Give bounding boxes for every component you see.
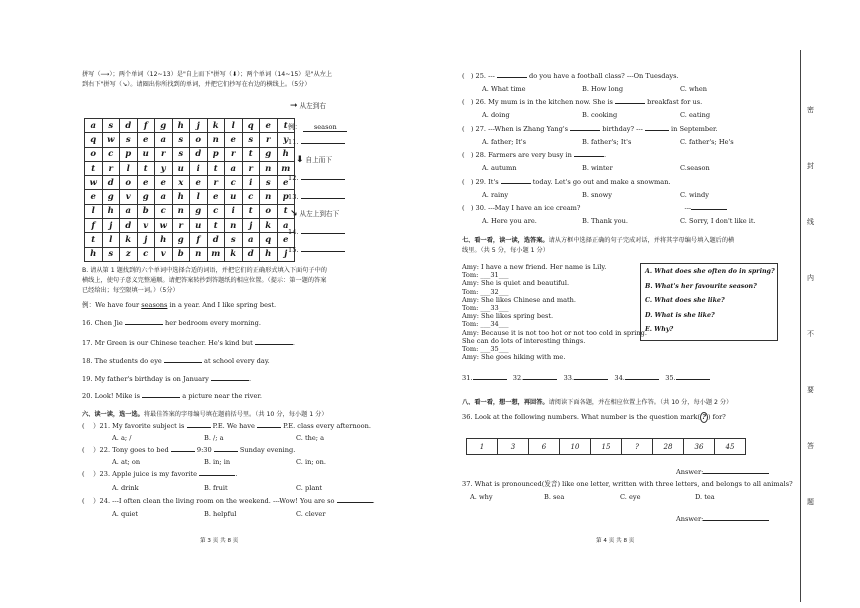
grid-cell[interactable]: f [137,119,155,133]
grid-cell[interactable]: e [260,119,278,133]
grid-cell[interactable]: s [225,233,243,247]
grid-cell[interactable]: l [225,119,243,133]
dialogue-line: Tom: ___31___ [462,271,509,280]
question-27: ( ) 27. ---When is Zhang Yang's birthday? --- in September. [462,125,718,133]
q25-option-c[interactable]: C. when [680,85,708,93]
fill-blank[interactable] [142,397,180,398]
grid-cell[interactable]: a [277,219,295,233]
q27-option-b[interactable]: B. father's; It's [582,138,632,146]
grid-cell[interactable]: c [102,147,120,161]
q24-option-c[interactable]: C. clever [296,510,326,518]
grid-cell[interactable]: r [260,133,278,147]
arrow-right-icon: ➞ [290,101,298,111]
grid-cell[interactable]: u [137,147,155,161]
grid-cell[interactable]: o [260,204,278,218]
fill-blank[interactable] [164,362,202,363]
grid-cell[interactable]: a [155,133,173,147]
q29-option-a[interactable]: A. rainy [482,191,509,199]
grid-cell[interactable]: e [207,190,225,204]
dialogue-line: Amy: Because it is not too hot or not too cold in spring. [462,328,647,337]
grid-cell[interactable]: s [260,176,278,190]
example-sentence: 例：We have four seasons in a year. And I like spring best. [82,301,277,309]
grid-cell[interactable]: e [277,233,295,247]
grid-cell[interactable]: t [85,233,103,247]
grid-cell[interactable]: v [137,219,155,233]
intro-line-2: 到右下"拼写（↘）。请圈出你所找到的单词，并把它们抄写在右边的横线上。（5分） [82,81,311,88]
grid-cell[interactable]: g [172,233,190,247]
grid-cell[interactable]: b [137,204,155,218]
grid-cell[interactable]: d [120,219,138,233]
grid-cell[interactable]: a [225,161,243,175]
question-23: ( ）23. Apple juice is my favorite . [82,470,238,478]
q23-option-a[interactable]: A. drink [112,484,139,492]
grid-cell[interactable]: g [137,190,155,204]
grid-cell[interactable]: e [137,176,155,190]
left-page-footer: 第 3 页 共 8 页 [200,538,239,544]
grid-cell[interactable]: j [242,219,260,233]
number-sequence-table [466,438,746,455]
dialogue-line: Amy: She likes spring best. [462,312,554,321]
grid-cell[interactable]: j [277,247,295,261]
sentence-18: 18. The students do eye at school every day. [82,357,270,365]
q30-option-c[interactable]: C. Sorry, I don't like it. [680,217,756,225]
grid-cell[interactable]: e [225,133,243,147]
grid-cell[interactable]: c [207,204,225,218]
right-page-footer: 第 4 页 共 8 页 [596,538,635,544]
grid-cell[interactable]: d [242,247,260,261]
section6-heading: 六、读一读，选一选。将最佳答案的字母编号填在题前括号里。（共 10 分，每小题 1 分） [82,411,328,418]
grid-cell[interactable]: y [277,133,295,147]
grid-cell[interactable]: z [120,247,138,261]
dialogue-line: Amy: She is quiet and beautiful. [462,279,570,288]
grid-cell[interactable]: d [120,119,138,133]
q22-option-b[interactable]: B. in; in [204,458,231,466]
q26-option-b[interactable]: B. cooking [582,111,618,119]
dialogue-line: Amy: She goes hiking with me. [462,353,566,362]
grid-cell[interactable]: k [260,219,278,233]
grid-cell[interactable]: p [207,147,225,161]
question-24: ( ）24. ---I often clean the living room on the weekend. ---Wow! You are so . [82,497,375,505]
grid-cell[interactable]: o [190,133,208,147]
fill-blank[interactable] [255,344,293,345]
grid-cell[interactable]: h [260,247,278,261]
grid-cell[interactable]: v [155,247,173,261]
grid-cell[interactable]: g [260,147,278,161]
section8-heading: 八、看一看，想一想，再回答。请阅读下面各题，并在相应位置上作答。（共 10 分，每小题 2 分） [462,399,733,406]
q23-option-c[interactable]: C. plant [296,484,323,492]
q28-option-b[interactable]: B. winter [582,164,613,172]
q25-option-b[interactable]: B. How long [582,85,624,93]
grid-cell[interactable]: q [242,119,260,133]
seal-char: 不 [807,330,814,338]
grid-cell[interactable]: t [277,119,295,133]
grid-cell[interactable]: i [242,176,260,190]
sentence-17: 17. Mr Green is our Chinese teacher. He's kind but . [82,339,296,347]
direction-diagonal: ↘ 从左上到右下 [290,209,340,219]
question-29: ( ) 29. It's today. Let's go out and make a snowman. [462,178,671,186]
q36-answer[interactable]: Answer: [676,468,769,477]
grid-cell[interactable]: c [155,204,173,218]
section7-heading-line2: 线里。（共 5 分，每小题 1 分） [462,247,549,254]
q37-option-a[interactable]: A. why [470,493,493,501]
grid-cell[interactable]: d [190,147,208,161]
grid-cell[interactable]: l [120,161,138,175]
word-search-grid [84,118,295,262]
q29-option-c[interactable]: C. windy [680,191,709,199]
answer-line-14[interactable]: 14. [288,228,345,236]
grid-row [85,219,295,233]
dialogue-option: C. What does she like? [645,297,725,305]
fill-blank[interactable] [211,380,249,381]
grid-cell[interactable]: r [225,147,243,161]
grid-cell[interactable]: h [85,247,103,261]
grid-cell[interactable]: w [102,133,120,147]
grid-cell[interactable]: t [85,161,103,175]
grid-cell[interactable]: u [172,161,190,175]
sentence-16: 16. Chen Jie her bedroom every morning. [82,319,261,327]
q30-option-b[interactable]: B. Thank you. [582,217,628,225]
example-answer-line: 例： season [288,121,347,132]
question-37: 37. What is pronounced(发音) like one letter, written with three letters, and belongs to all animals? [462,480,793,488]
grid-cell[interactable]: t [137,161,155,175]
seal-char: 封 [807,162,814,170]
grid-cell[interactable]: l [102,233,120,247]
q37-option-c[interactable]: C. eye [620,493,641,501]
arrow-diagonal-icon: ↘ [290,209,298,219]
answer-line-11[interactable]: 11. [288,138,345,146]
grid-cell[interactable]: b [172,247,190,261]
partB-line-1: B. 请从第 1 题找到的六个单词中选择合适的词语，并把它们的正确形式填入下面句子中的 [82,267,327,274]
grid-cell[interactable]: i [225,204,243,218]
question-36: 36. Look at the following numbers. What number is the question mark( ? ) for? [462,413,726,421]
grid-cell[interactable]: n [260,190,278,204]
answer-line-15[interactable]: 15. [288,246,345,254]
grid-cell[interactable]: l [85,204,103,218]
grid-cell[interactable]: v [120,190,138,204]
number-cell: 15 [591,439,622,455]
number-cell: 28 [653,439,684,455]
dialogue-line: Amy: I have a new friend. Her name is Lily. [462,263,607,271]
dialogue-answer-row: 31. 32. 33. 34. 35. [462,374,710,383]
number-cell: 6 [529,439,560,455]
grid-cell[interactable]: t [207,219,225,233]
grid-cell[interactable]: h [277,147,295,161]
grid-cell[interactable]: h [172,119,190,133]
q26-option-a[interactable]: A. doing [482,111,510,119]
q27-option-a[interactable]: A. father; It's [482,138,527,146]
grid-cell[interactable]: g [155,119,173,133]
grid-cell[interactable]: a [155,190,173,204]
grid-cell[interactable]: q [85,133,103,147]
q29-option-b[interactable]: B. snowy [582,191,613,199]
grid-cell[interactable]: l [190,190,208,204]
grid-row [85,247,295,261]
grid-cell[interactable]: f [190,233,208,247]
grid-cell[interactable]: s [172,147,190,161]
seal-char: 线 [807,218,814,226]
grid-cell[interactable]: e [137,133,155,147]
grid-cell[interactable]: n [207,133,225,147]
grid-cell[interactable]: n [225,219,243,233]
q22-option-c[interactable]: C. in; on. [296,458,326,466]
dialogue-line: Tom: ___33___ [462,304,509,312]
intro-line-1: 拼写（⟶）；两个单词（12~13）是"自上而下"拼写（⬇）；两个单词（14~15）是"从左上 [82,71,333,78]
question-mark-icon: ? [702,413,706,421]
grid-row [85,161,295,175]
question-mark-cell: ? [622,439,653,455]
grid-cell[interactable]: s [242,133,260,147]
grid-cell[interactable]: u [190,219,208,233]
number-cell: 10 [560,439,591,455]
grid-cell[interactable]: a [120,204,138,218]
grid-cell[interactable]: c [242,190,260,204]
grid-cell[interactable]: c [137,247,155,261]
grid-cell[interactable]: k [225,247,243,261]
grid-cell[interactable]: f [85,219,103,233]
dialogue-option: E. Why? [645,326,674,334]
grid-row [85,133,295,147]
question-25: ( ) 25. --- do you have a football class? ---On Tuesdays. [462,72,679,80]
grid-cell[interactable]: r [242,161,260,175]
q37-option-b[interactable]: B. sea [544,493,565,501]
seal-line-strip [800,50,823,602]
sentence-20: 20. Look! Mike is a picture near the river. [82,392,262,400]
dialogue-option: A. What does she often do in spring? [645,268,775,275]
grid-cell[interactable]: n [260,161,278,175]
grid-cell[interactable]: m [207,247,225,261]
dialogue-line: Amy: She likes Chinese and math. [462,295,577,304]
grid-cell[interactable]: p [120,147,138,161]
grid-cell[interactable]: d [102,176,120,190]
q22-option-a[interactable]: A. at; on [112,458,141,466]
question-21: ( ）21. My favorite subject is P.E. We have P.E. class every afternoon. [82,422,371,430]
grid-cell[interactable]: h [102,204,120,218]
q24-option-a[interactable]: A. quiet [112,510,139,518]
grid-cell[interactable]: x [172,176,190,190]
partB-line-3: 已经给出；每空限填一词。）（5分） [82,287,179,294]
grid-cell[interactable]: k [207,119,225,133]
sentence-19: 19. My father's birthday is on January . [82,375,252,383]
q28-option-a[interactable]: A. autumn [482,164,517,172]
dialogue-option: D. What is she like? [645,311,715,319]
grid-cell[interactable]: g [102,190,120,204]
seal-char: 内 [807,274,814,282]
q21-option-a[interactable]: A. a; / [112,434,132,442]
grid-row [85,190,295,204]
arrow-down-icon: ⬇ [296,155,304,165]
grid-cell[interactable]: o [120,176,138,190]
q37-option-d[interactable]: D. tea [695,493,715,501]
answer-line-13[interactable]: 13. [288,193,345,201]
q30-option-a[interactable]: A. Here you are. [482,217,537,225]
grid-cell[interactable]: t [277,204,295,218]
grid-cell[interactable]: h [172,190,190,204]
grid-cell[interactable]: s [120,133,138,147]
dialogue-line: Tom: ___32___ [462,287,509,296]
grid-cell[interactable]: e [190,176,208,190]
grid-cell[interactable]: t [242,204,260,218]
grid-cell[interactable]: s [102,247,120,261]
q37-answer[interactable]: Answer: [676,515,769,524]
q27-option-c[interactable]: C. father's; He's [680,138,734,146]
grid-cell[interactable]: j [137,233,155,247]
grid-cell[interactable]: e [277,176,295,190]
grid-cell[interactable]: w [155,219,173,233]
grid-cell[interactable]: u [225,190,243,204]
question-30: ( ) 30. ---May I have an ice cream? --- [462,204,727,213]
grid-cell[interactable]: m [277,161,295,175]
grid-row [85,147,295,161]
q23-option-b[interactable]: B. fruit [204,484,228,492]
grid-cell[interactable]: j [190,119,208,133]
grid-cell[interactable]: e [155,176,173,190]
section7-heading: 七、看一看，读一读，选答案。请从方框中选择正确的句子完成对话，并将其字母编号填入题后的横 [462,237,735,244]
grid-cell[interactable]: h [155,233,173,247]
grid-cell[interactable]: t [207,161,225,175]
grid-row [85,204,295,218]
dialogue-line: She can do lots of interesting things. [462,336,586,345]
grid-cell[interactable]: s [102,119,120,133]
number-cell: 1 [467,439,498,455]
grid-cell[interactable]: n [190,247,208,261]
q26-option-c[interactable]: C. eating [680,111,711,119]
seal-char: 题 [807,498,814,506]
grid-cell[interactable]: i [190,161,208,175]
grid-cell[interactable]: r [172,219,190,233]
number-cell: 36 [684,439,715,455]
grid-cell[interactable]: n [172,204,190,218]
dialogue-line: Tom: ___35___ [462,345,509,353]
grid-cell[interactable]: r [207,176,225,190]
question-22: ( ）22. Tony goes to bed 9:30 Sunday evening. [82,446,296,454]
grid-cell[interactable]: a [85,119,103,133]
grid-cell[interactable]: d [207,233,225,247]
answer-line-12[interactable]: 12. [288,174,345,182]
grid-cell[interactable]: r [102,161,120,175]
grid-cell[interactable]: s [172,133,190,147]
grid-cell[interactable]: q [260,233,278,247]
q21-option-b[interactable]: B. /; a [204,434,224,442]
grid-row [85,176,295,190]
question-26: ( ) 26. My mum is in the kitchen now. She is breakfast for us. [462,98,703,106]
seal-char: 要 [807,386,814,394]
grid-row [85,233,295,247]
q24-option-b[interactable]: B. helpful [204,510,237,518]
number-cell: 3 [498,439,529,455]
seal-char: 密 [807,106,814,114]
seal-char: 答 [807,442,814,450]
q25-option-a[interactable]: A. What time [482,85,526,93]
grid-cell[interactable]: t [242,147,260,161]
direction-top-to-bottom: ⬇ 自上而下 [296,155,332,165]
grid-row [85,119,295,133]
grid-cell[interactable]: k [120,233,138,247]
grid-cell[interactable]: o [85,147,103,161]
options-box [640,263,778,341]
grid-cell[interactable]: c [225,176,243,190]
dialogue-option: B. What's her favourite season? [645,282,757,290]
partB-line-2: 横线上，使句子意义完整通顺。请把答案转抄到答题纸的相应位置。（提示：第一题的答案 [82,277,327,284]
q28-option-c[interactable]: C.season [680,164,710,172]
grid-cell[interactable]: p [277,190,295,204]
grid-cell[interactable]: r [155,147,173,161]
grid-cell[interactable]: j [102,219,120,233]
dialogue-line: Tom: ___34___ [462,320,509,329]
number-cell: 45 [715,439,746,455]
grid-cell[interactable]: e [85,190,103,204]
grid-cell[interactable]: y [155,161,173,175]
fill-blank[interactable] [125,324,163,325]
example-answer: season [303,123,347,132]
question-28: ( ) 28. Farmers are very busy in . [462,151,607,159]
grid-cell[interactable]: w [85,176,103,190]
q21-option-c[interactable]: C. the; a [296,434,325,442]
direction-left-to-right: ➞ 从左到右 [290,101,326,111]
grid-cell[interactable]: g [190,204,208,218]
grid-cell[interactable]: a [242,233,260,247]
